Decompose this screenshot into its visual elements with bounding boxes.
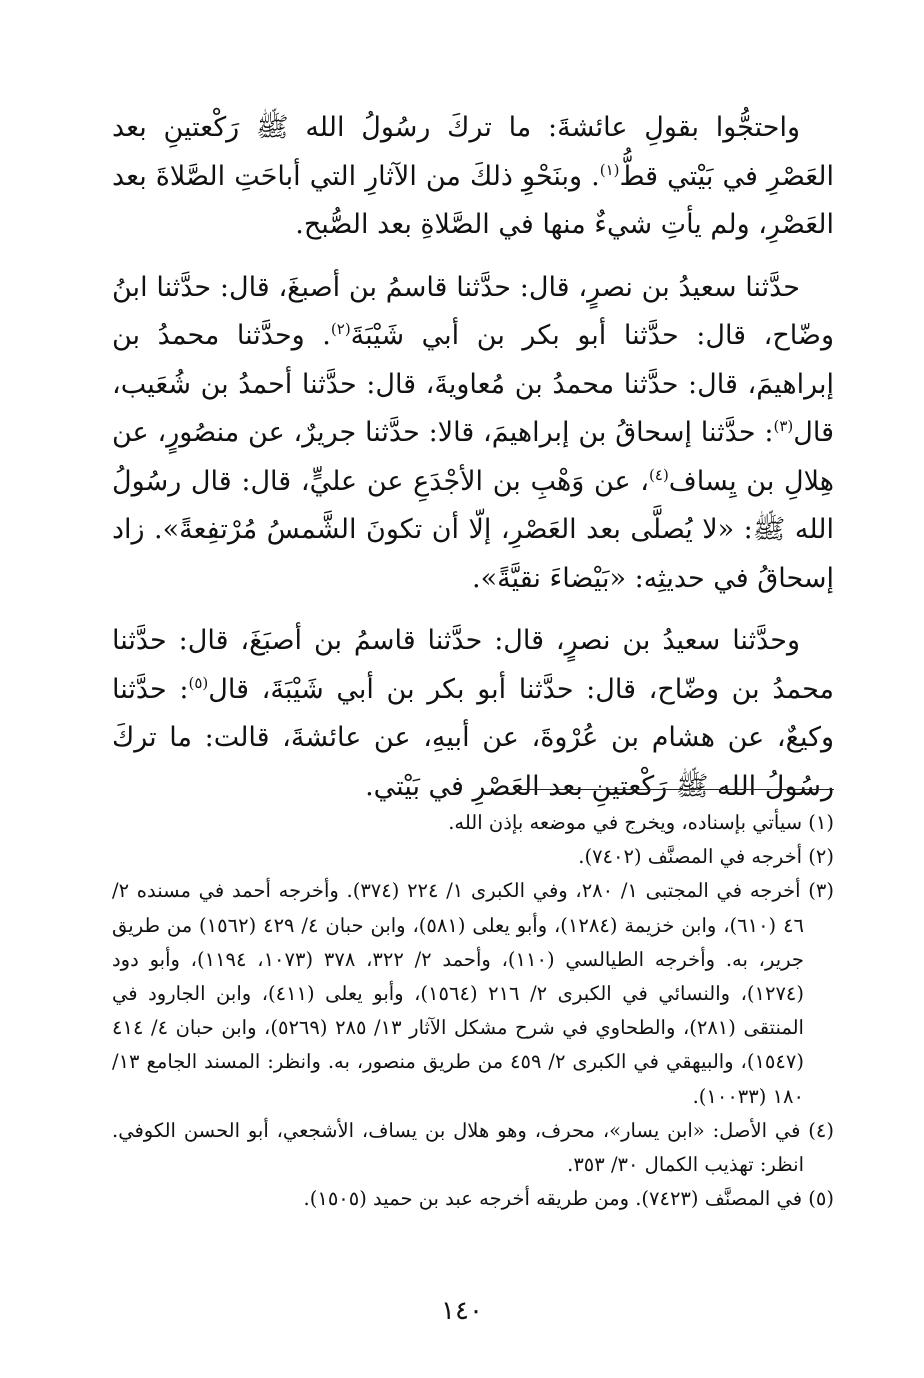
- footnote-divider: [514, 789, 834, 790]
- footnote-ref: (١): [599, 160, 620, 179]
- footnote: (٣) أخرجه في المجتبى ١/ ٢٨٠، وفي الكبرى ١/ ٢٢٤ (٣٧٤). وأخرجه أحمد في مسنده ٢/ ٤٦ (٦١٠)، وابن خزيمة (١٢٨٤)، وأبو يعلى (٥٨١)، وابن حبان ٤/ ٤٢٩ (١٥٦٢) من طريق جرير، به. وأخرجه الطيالسي (١١٠)، وأحمد ٢/ ٣٢٢، ٣٧٨ (١٠٧٣، ١١٩٤)، وأبو دود (١٢٧٤)، والنسائي في الكبرى ٢/ ٢١٦ (١٥٦٤)، وأبو يعلى (٤١١)، وابن الجارود في المنتقى (٢٨١)، والطحاوي في شرح مشكل الآثار ١٣/ ٢٨٥ (٥٢٦٩)، وابن حبان ٤/ ٤١٤ (١٥٤٧)، والبيهقي في الكبرى ٢/ ٤٥٩ من طريق منصور، به. وانظر: المسند الجامع ١٣/ ١٨٠ (١٠٠٣٣).: [112, 879, 834, 1108]
- footnote: (٥) في المصنَّف (٧٤٢٣). ومن طريقه أخرجه عبد بن حميد (١٥٠٥).: [303, 1187, 834, 1211]
- footnote-ref: (٣): [773, 417, 794, 435]
- paragraph-text: حدَّثنا سعيدُ بن نصرٍ، قال: حدَّثنا قاسمُ بن أصبغَ، قال: حدَّثنا ابنُ وضّاح، قال: حدَّثنا أبو بكر بن أبي شَيْبَةَ: [112, 271, 834, 351]
- paragraph-text: ، عن وَهْبِ بن الأجْدَعِ عن عليٍّ، قال: قال رسُولُ الله ﷺ: «لا يُصلَّى بعد العَصْرِ، إلّا أن تكونَ الشَّمسُ مُرْتفِعةً». زاد إسحاقُ في حديثِه: «بَيْضاءَ نقيَّةً».: [112, 465, 834, 594]
- main-text: [112, 104, 834, 825]
- paragraph-text: . وبنَحْوِ ذلكَ من الآثارِ التي أباحَتِ الصَّلاةَ بعد العَصْرِ، ولم يأتِ شيءٌ منها في الصَّلاةِ بعد الصُّبح.: [112, 160, 834, 240]
- paragraph: [112, 104, 834, 250]
- paragraph-text: . وحدَّثنا محمدُ بن إبراهيمَ، قال: حدَّثنا محمدُ بن مُعاويةَ، قال: حدَّثنا أحمدُ بن شُعَيب، قال: [112, 320, 834, 448]
- footnote: (١) سيأتي بإسناده، ويخرج في موضعه بإذن الله.: [448, 811, 834, 834]
- page-number: ١٤٠: [441, 1296, 483, 1326]
- footnote-ref: (٥): [188, 673, 209, 692]
- paragraph-text: : حدَّثنا إسحاقُ بن إبراهيمَ، قالا: حدَّثنا جريرٌ، عن منصُورٍ، عن هِلالِ بن يِساف: [112, 417, 835, 497]
- paragraph-text: : حدَّثنا وكيعٌ، عن هشام بن عُرْوةَ، عن أبيهِ، عن عائشةَ، قالت: ما تركَ رسُولُ الله ﷺ رَكْعتينِ بعد العَصْرِ في بَيْتي.: [112, 673, 834, 802]
- paragraph-text: واحتجُّوا بقولِ عائشةَ: ما تركَ رسُولُ الله ﷺ رَكْعتينِ بعد العَصْرِ في بَيْتي قطُّ: [112, 112, 834, 192]
- footnote: (٢) أخرجه في المصنَّف (٧٤٠٢).: [578, 845, 834, 869]
- footnotes: [112, 806, 834, 1216]
- paragraph: [112, 264, 834, 604]
- footnote-ref: (٤): [649, 465, 669, 484]
- paragraph: [112, 617, 834, 811]
- footnote-ref: (٢): [330, 320, 351, 338]
- footnote: (٤) في الأصل: «ابن يسار»، محرف، وهو هلال بن يساف، الأشجعي، أبو الحسن الكوفي. انظر: تهذيب الكمال ٣٠/ ٣٥٣.: [112, 1118, 834, 1177]
- paragraph-text: وحدَّثنا سعيدُ بن نصرٍ، قال: حدَّثنا قاسمُ بن أصبَغَ، قال: حدَّثنا محمدُ بن وضّاح، قال: حدَّثنا أبو بكر بن أبي شَيْبَةَ، قال: [112, 625, 834, 705]
